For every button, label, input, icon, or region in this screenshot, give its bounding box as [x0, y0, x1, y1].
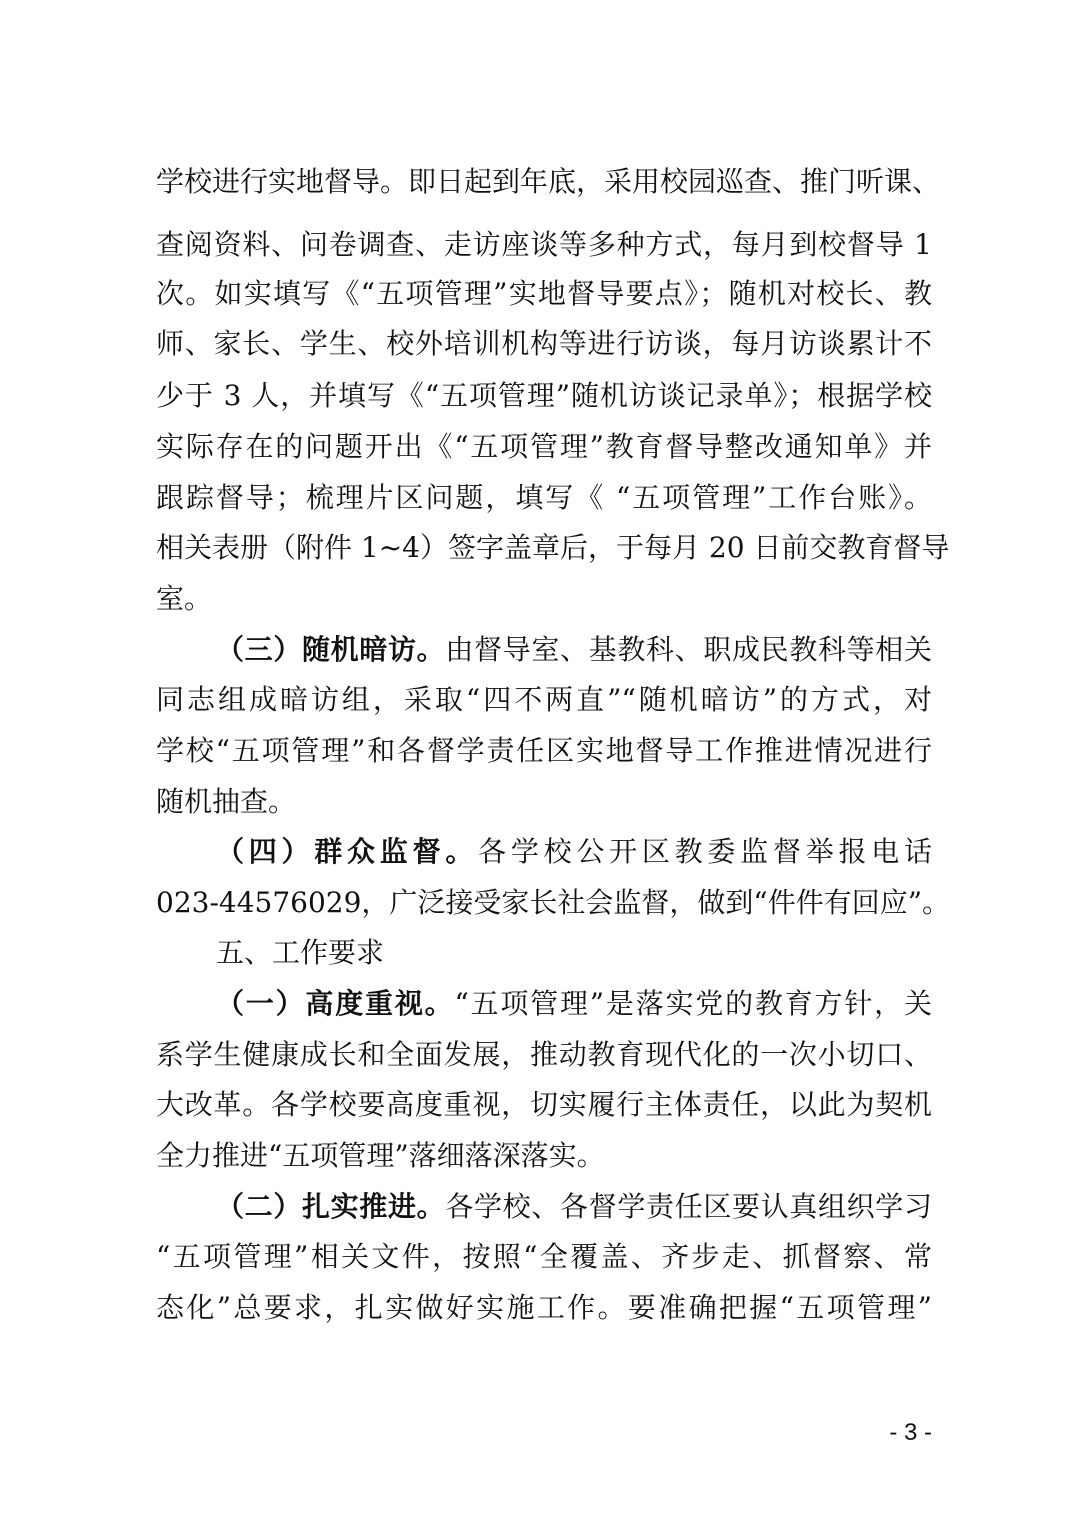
paragraph-line: 系学生健康成长和全面发展，推动教育现代化的一次小切口、 — [156, 1038, 932, 1071]
page-number: - 3 - — [889, 1419, 932, 1446]
section-3-first-line — [216, 630, 932, 670]
paragraph-line: 师、家长、学生、校外培训机构等进行访谈，每月访谈累计不 — [156, 327, 932, 360]
section-4-first-line — [216, 832, 932, 872]
paragraph-line: 023-44576029，广泛接受家长社会监督，做到“件件有回应”。 — [156, 886, 951, 919]
paragraph-line: “五项管理”相关文件，按照“全覆盖、齐步走、抓督察、常 — [156, 1240, 932, 1273]
paragraph-line: 学校进行实地督导。即日起到年底，采用校园巡查、推门听课、 — [156, 165, 941, 198]
requirement-2-first-line — [216, 1187, 932, 1227]
requirement-1-first-line — [216, 984, 932, 1024]
paragraph-line: 少于 3 人，并填写《“五项管理”随机访谈记录单》；根据学校 — [156, 379, 932, 412]
requirement-2-text: 各学校、各督学责任区要认真组织学习 — [445, 1190, 932, 1223]
paragraph-line: 查阅资料、问卷调查、走访座谈等多种方式，每月到校督导 1 — [156, 228, 932, 261]
paragraph-line: 同志组成暗访组，采取“四不两直”“随机暗访”的方式，对 — [156, 683, 932, 716]
section-4-text: 各学校公开区教委监督举报电话 — [478, 835, 932, 868]
paragraph-line: 学校“五项管理”和各督学责任区实地督导工作推进情况进行 — [156, 734, 932, 767]
paragraph-line: 次。如实填写《“五项管理”实地督导要点》；随机对校长、教 — [156, 277, 932, 310]
section-4-title: （四）群众监督。 — [216, 835, 479, 868]
requirement-1-text: “五项管理”是落实党的教育方针，关 — [454, 987, 932, 1020]
paragraph-line: 大改革。各学校要高度重视，切实履行主体责任，以此为契机 — [156, 1088, 932, 1121]
paragraph-line: 态化”总要求，扎实做好实施工作。要准确把握“五项管理” — [156, 1291, 932, 1324]
requirement-2-title: （二）扎实推进。 — [216, 1190, 446, 1223]
section-heading: 五、工作要求 — [216, 936, 385, 969]
paragraph-line: 室。 — [156, 582, 213, 615]
paragraph-line: 相关表册（附件 1~4）签字盖章后，于每月 20 日前交教育督导 — [156, 531, 950, 564]
section-3-title: （三）随机暗访。 — [216, 633, 446, 666]
requirement-1-title: （一）高度重视。 — [216, 987, 455, 1020]
section-3-text: 由督导室、基教科、职成民教科等相关 — [445, 633, 932, 666]
paragraph-line: 全力推进“五项管理”落细落深落实。 — [156, 1139, 605, 1172]
paragraph-line: 跟踪督导；梳理片区问题，填写《 “五项管理”工作台账》。 — [156, 481, 932, 514]
paragraph-line: 随机抽查。 — [156, 785, 297, 818]
paragraph-line: 实际存在的问题开出《“五项管理”教育督导整改通知单》并 — [156, 430, 932, 463]
